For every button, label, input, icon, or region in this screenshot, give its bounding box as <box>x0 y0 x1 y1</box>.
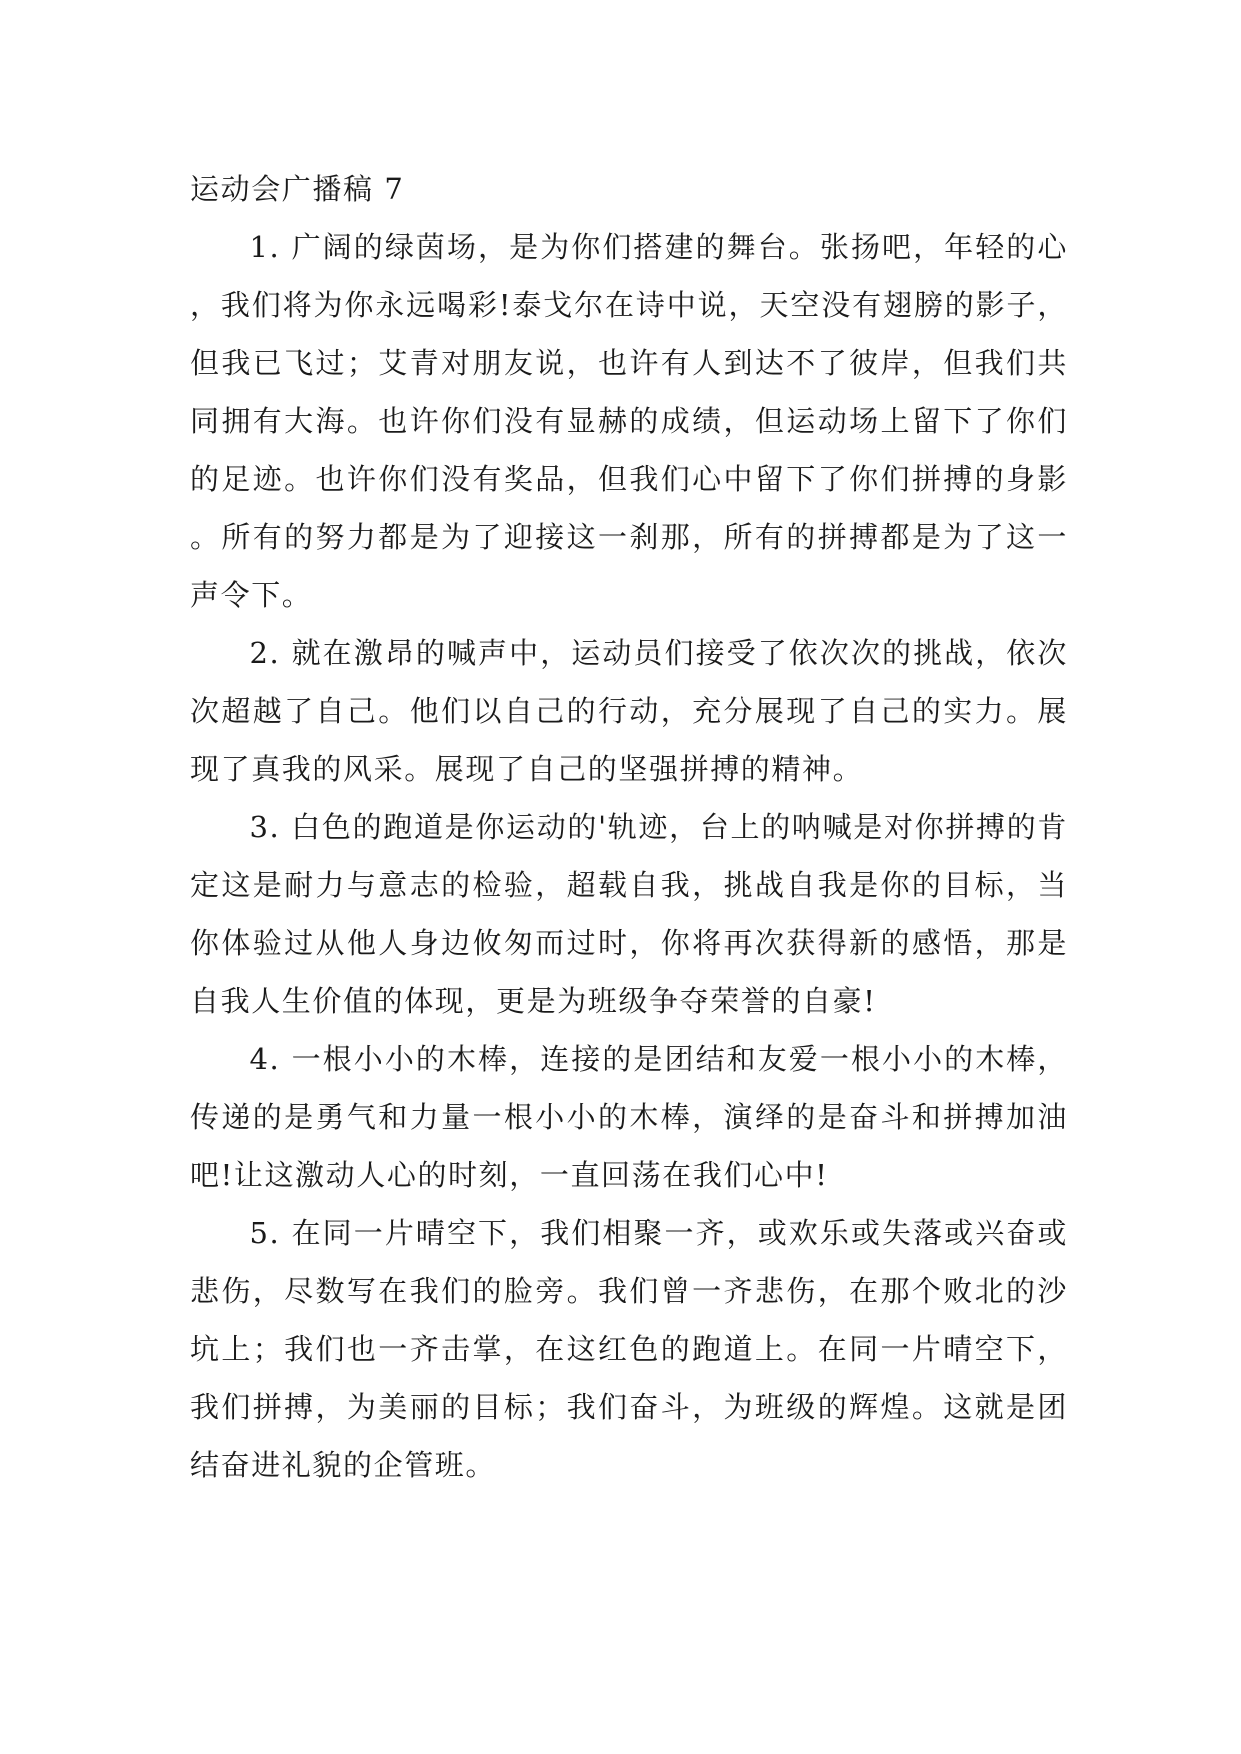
document-title: 运动会广播稿 7 <box>190 172 405 206</box>
paragraph-2: 2. 就在激昂的喊声中，运动员们接受了依次次的挑战，依次次超越了自己。他们以自己的行动，充分展现了自己的实力。展现了真我的风采。展现了自己的坚强拼搏的精神。 <box>190 636 1068 786</box>
paragraph-5: 5. 在同一片晴空下，我们相聚一齐，或欢乐或失落或兴奋或悲伤，尽数写在我们的脸旁。我们曾一齐悲伤，在那个败北的沙坑上；我们也一齐击掌，在这红色的跑道上。在同一片晴空下，我们拼搏，为美丽的目标；我们奋斗，为班级的辉煌。这就是团结奋进礼貌的企管班。 <box>190 1216 1068 1482</box>
paragraph-4: 4. 一根小小的木棒，连接的是团结和友爱一根小小的木棒，传递的是勇气和力量一根小小的木棒，演绎的是奋斗和拼搏加油吧!让这激动人心的时刻，一直回荡在我们心中! <box>190 1042 1068 1192</box>
paragraph-3: 3. 白色的跑道是你运动的'轨迹，台上的呐喊是对你拼搏的肯定这是耐力与意志的检验，超载自我，挑战自我是你的目标，当你体验过从他人身边攸匆而过时，你将再次获得新的感悟，那是自我人生价值的体现，更是为班级争夺荣誉的自豪! <box>190 810 1068 1018</box>
document-body <box>190 160 1068 1494</box>
paragraph-1: 1. 广阔的绿茵场，是为你们搭建的舞台。张扬吧，年轻的心，我们将为你永远喝彩!泰戈尔在诗中说，天空没有翅膀的影子，但我已飞过；艾青对朋友说，也许有人到达不了彼岸，但我们共同拥有大海。也许你们没有显赫的成绩，但运动场上留下了你们的足迹。也许你们没有奖品，但我们心中留下了你们拼搏的身影。所有的努力都是为了迎接这一刹那，所有的拼搏都是为了这一声令下。 <box>190 230 1068 612</box>
